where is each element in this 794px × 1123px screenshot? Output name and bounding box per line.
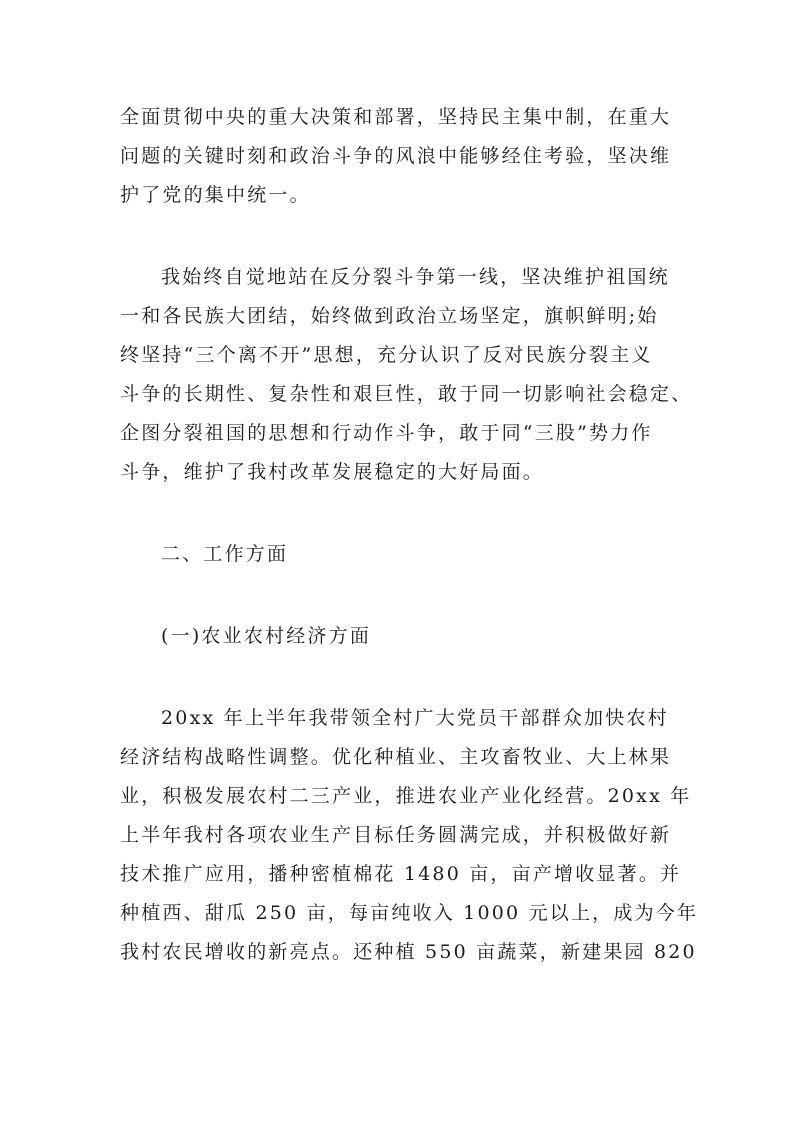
document-page xyxy=(120,98,699,972)
text-line: 全面贯彻中央的重大决策和部署，坚持民主集中制，在重大 xyxy=(120,106,672,128)
text-line: 20xx 年上半年我带领全村广大党员干部群众加快农村 xyxy=(161,707,669,729)
text-line: 我始终自觉地站在反分裂斗争第一线，坚决维护祖国统 xyxy=(161,266,670,288)
subsection-heading xyxy=(120,617,676,656)
text-line: 技术推广应用，播种密植棉花 1480 亩，亩产增收显著。并 xyxy=(120,863,682,885)
text-line: 上半年我村各项农业生产目标任务圆满完成，并积极做好新 xyxy=(120,824,672,846)
section-heading xyxy=(120,535,676,574)
text-line: 终坚持“三个离不开”思想，充分认识了反对民族分裂主义 xyxy=(120,344,653,366)
paragraph-party-unity xyxy=(120,98,676,215)
text-line: 我村农民增收的新亮点。还种植 550 亩蔬菜，新建果园 820 xyxy=(120,941,697,963)
text-line: 种植西、甜瓜 250 亩，每亩纯收入 1000 元以上，成为今年 xyxy=(120,902,699,924)
text-line: 问题的关键时刻和政治斗争的风浪中能够经住考验，坚决维 xyxy=(120,145,672,167)
paragraph-anti-separatism xyxy=(120,258,693,492)
text-line: 斗争，维护了我村改革发展稳定的大好局面。 xyxy=(120,461,545,483)
paragraph-agriculture xyxy=(120,699,699,972)
heading-line: (一)农业农村经济方面 xyxy=(161,625,372,647)
text-line: 一和各民族大团结，始终做到政治立场坚定，旗帜鲜明;始 xyxy=(120,305,659,327)
heading-line: 二、工作方面 xyxy=(161,543,289,565)
text-line: 护了党的集中统一。 xyxy=(120,184,311,206)
text-line: 经济结构战略性调整。优化种植业、主攻畜牧业、大上林果 xyxy=(120,746,672,768)
text-line: 业，积极发展农村二三产业，推进农业产业化经营。20xx 年 xyxy=(120,785,692,807)
text-line: 企图分裂祖国的思想和行动作斗争，敢于同“三股”势力作 xyxy=(120,422,653,444)
text-line: 斗争的长期性、复杂性和艰巨性，敢于同一切影响社会稳定、 xyxy=(120,383,693,405)
